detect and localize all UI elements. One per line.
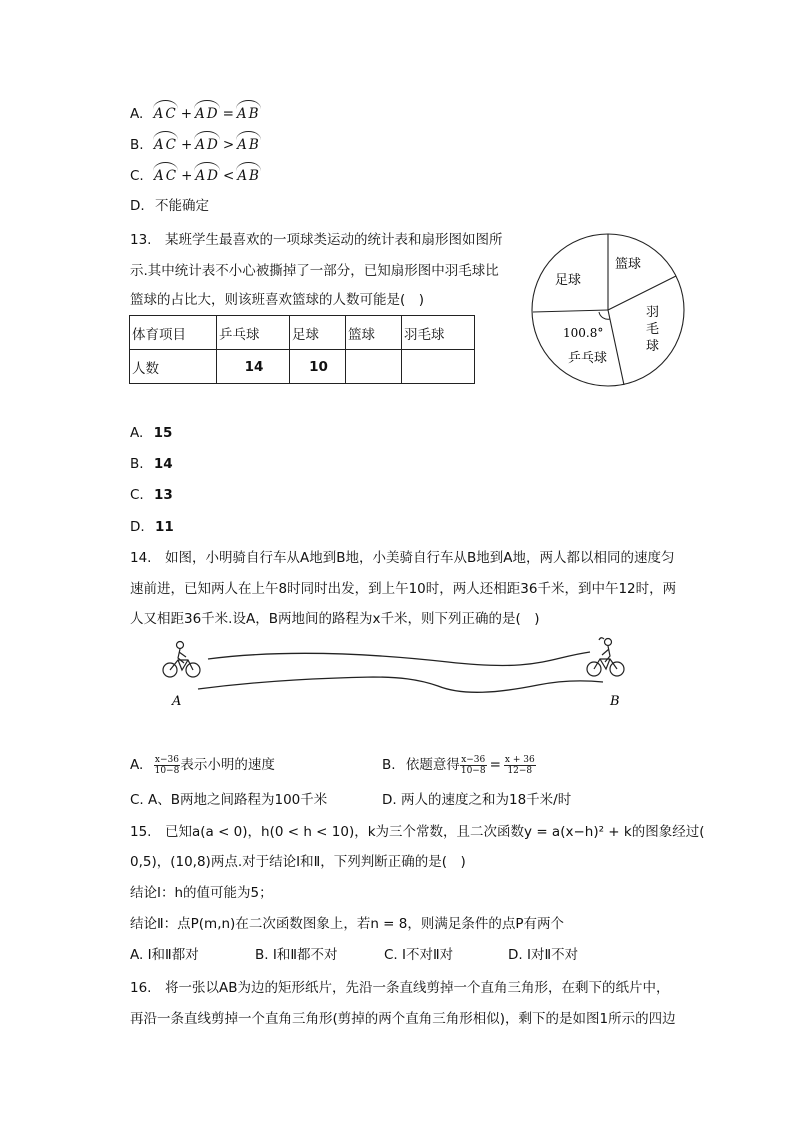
option-label: C. bbox=[130, 168, 144, 184]
pie-label-badminton-2: 毛 bbox=[646, 322, 660, 337]
arc-ab: AB bbox=[237, 134, 261, 154]
q14-stem-line-3: 人又相距36千米.设A，B两地间的路程为x千米，则下列正确的是( ) bbox=[130, 611, 540, 627]
point-b-label: B bbox=[610, 694, 620, 709]
plus-sign: + bbox=[180, 137, 193, 153]
pie-label-badminton-1: 羽 bbox=[646, 305, 660, 320]
table-cell: 14 bbox=[217, 350, 290, 384]
q13-option-d[interactable] bbox=[130, 518, 174, 536]
q13-option-c[interactable] bbox=[130, 486, 173, 504]
table-row-label: 人数 bbox=[130, 350, 217, 384]
option-label: D. bbox=[130, 519, 145, 535]
relation-sign: < bbox=[223, 168, 235, 184]
cyclist-b-icon bbox=[587, 638, 624, 676]
road-edge-top bbox=[208, 652, 590, 666]
option-value: 15 bbox=[153, 425, 173, 441]
pie-radius bbox=[533, 310, 608, 312]
q15-stem-line-1: 15. 已知a(a < 0)，h(0 < h < 10)，k为三个常数，且二次函数y = a(x−h)² + k的图象经过( bbox=[130, 824, 705, 840]
option-label: B. bbox=[382, 757, 396, 773]
option-text: 依题意得 bbox=[405, 757, 460, 773]
option-text: 表示小明的速度 bbox=[180, 757, 275, 773]
arc-ac: AC bbox=[154, 165, 178, 185]
q13-stem-line-1: 13. 某班学生最喜欢的一项球类运动的统计表和扇形图如图所 bbox=[130, 232, 503, 248]
option-text: 不能确定 bbox=[154, 198, 209, 214]
q14-option-d[interactable]: D. 两人的速度之和为18千米/时 bbox=[382, 792, 572, 808]
q15-option-d[interactable]: D. Ⅰ对Ⅱ不对 bbox=[508, 947, 579, 963]
q14-option-b[interactable] bbox=[382, 753, 536, 777]
q13-option-a[interactable] bbox=[130, 424, 172, 442]
road-edge-bottom bbox=[198, 677, 603, 692]
pie-chart-figure bbox=[528, 228, 688, 392]
pie-label-pingpong: 乒乓球 bbox=[568, 351, 608, 366]
denominator: 12−8 bbox=[507, 765, 533, 776]
plus-sign: + bbox=[181, 168, 193, 184]
q14-stem-line-1: 14. 如图，小明骑自行车从A地到B地，小美骑自行车从B地到A地，两人都以相同的速度匀 bbox=[130, 550, 675, 566]
arc-ad: AD bbox=[195, 134, 220, 154]
q16-stem-line-2: 再沿一条直线剪掉一个直角三角形(剪掉的两个直角三角形相似)，剩下的是如图1所示的四边 bbox=[130, 1011, 676, 1027]
arc-ac: AC bbox=[154, 134, 178, 154]
fraction bbox=[504, 755, 536, 776]
q15-conclusion-1: 结论Ⅰ：h的值可能为5； bbox=[130, 885, 273, 901]
arc-ac: AC bbox=[154, 103, 178, 123]
q12-option-a[interactable] bbox=[130, 103, 261, 123]
table-row bbox=[130, 350, 475, 384]
denominator: 10−8 bbox=[460, 765, 486, 776]
numerator: x−36 bbox=[461, 754, 486, 765]
pie-radius bbox=[608, 310, 624, 385]
denominator: 10−8 bbox=[154, 765, 180, 776]
q13-option-b[interactable] bbox=[130, 455, 173, 473]
pie-label-badminton-3: 球 bbox=[646, 339, 660, 354]
q14-option-a[interactable] bbox=[130, 753, 275, 777]
q13-stem-line-2: 示.其中统计表不小心被撕掉了一部分，已知扇形图中羽毛球比 bbox=[130, 263, 499, 279]
table-cell: 10 bbox=[290, 350, 346, 384]
pie-label-football: 足球 bbox=[555, 273, 582, 288]
arc-ab: AB bbox=[237, 103, 261, 123]
pie-radius bbox=[608, 276, 676, 310]
table-header-cell: 乒乓球 bbox=[217, 316, 290, 350]
option-label: B. bbox=[130, 137, 144, 153]
option-label: A. bbox=[130, 425, 144, 441]
option-value: 14 bbox=[153, 456, 173, 472]
table-header-row bbox=[130, 316, 475, 350]
equals-sign: = bbox=[489, 757, 501, 773]
option-label: A. bbox=[130, 757, 144, 773]
table-cell bbox=[346, 350, 402, 384]
table-header-cell: 羽毛球 bbox=[402, 316, 475, 350]
option-value: 11 bbox=[154, 519, 174, 535]
fraction bbox=[460, 755, 487, 776]
option-label: C. bbox=[130, 487, 144, 503]
option-value: 13 bbox=[154, 487, 173, 503]
arc-ab: AB bbox=[237, 165, 261, 185]
q15-option-a[interactable]: A. Ⅰ和Ⅱ都对 bbox=[130, 947, 199, 963]
table-cell bbox=[402, 350, 475, 384]
option-label: B. bbox=[130, 456, 144, 472]
relation-sign: = bbox=[222, 106, 234, 122]
stats-table bbox=[129, 315, 475, 384]
numerator: x + 36 bbox=[504, 754, 535, 765]
q15-conclusion-2: 结论Ⅱ：点P(m,n)在二次函数图象上，若n = 8，则满足条件的点P有两个 bbox=[130, 916, 564, 932]
q14-stem-line-2: 速前进，已知两人在上午8时同时出发，到上午10时，两人还相距36千米，到中午12时，两 bbox=[130, 581, 677, 597]
table-header-cell: 篮球 bbox=[346, 316, 402, 350]
point-a-label: A bbox=[172, 694, 182, 709]
q15-option-b[interactable]: B. Ⅰ和Ⅱ都不对 bbox=[255, 947, 338, 963]
cyclist-a-icon bbox=[163, 642, 200, 678]
numerator: x−36 bbox=[154, 754, 179, 765]
q14-option-c[interactable]: C. A、B两地之间路程为100千米 bbox=[130, 792, 328, 808]
table-header-cell: 足球 bbox=[290, 316, 346, 350]
arc-ad: AD bbox=[195, 103, 220, 123]
q15-option-c[interactable]: C. Ⅰ不对Ⅱ对 bbox=[384, 947, 454, 963]
q16-stem-line-1: 16. 将一张以AB为边的矩形纸片，先沿一条直线剪掉一个直角三角形，在剩下的纸片中， bbox=[130, 980, 670, 996]
plus-sign: + bbox=[180, 106, 192, 122]
q12-option-b[interactable] bbox=[130, 134, 261, 154]
q12-option-d[interactable] bbox=[130, 197, 209, 215]
q15-stem-line-2: 0,5)，(10,8)两点.对于结论Ⅰ和Ⅱ，下列判断正确的是( ) bbox=[130, 854, 466, 870]
pie-label-basketball: 篮球 bbox=[615, 257, 642, 272]
road-figure bbox=[158, 636, 638, 712]
option-label: D. bbox=[130, 198, 145, 214]
option-label: A. bbox=[130, 106, 144, 122]
q13-stem-line-3: 篮球的占比大，则该班喜欢篮球的人数可能是( ) bbox=[130, 292, 425, 308]
pie-angle-label: 100.8° bbox=[563, 326, 604, 340]
q12-option-c[interactable] bbox=[130, 165, 261, 185]
relation-sign: > bbox=[222, 137, 235, 153]
fraction bbox=[154, 755, 181, 776]
arc-ad: AD bbox=[195, 165, 220, 185]
table-header-cell: 体育项目 bbox=[130, 316, 217, 350]
